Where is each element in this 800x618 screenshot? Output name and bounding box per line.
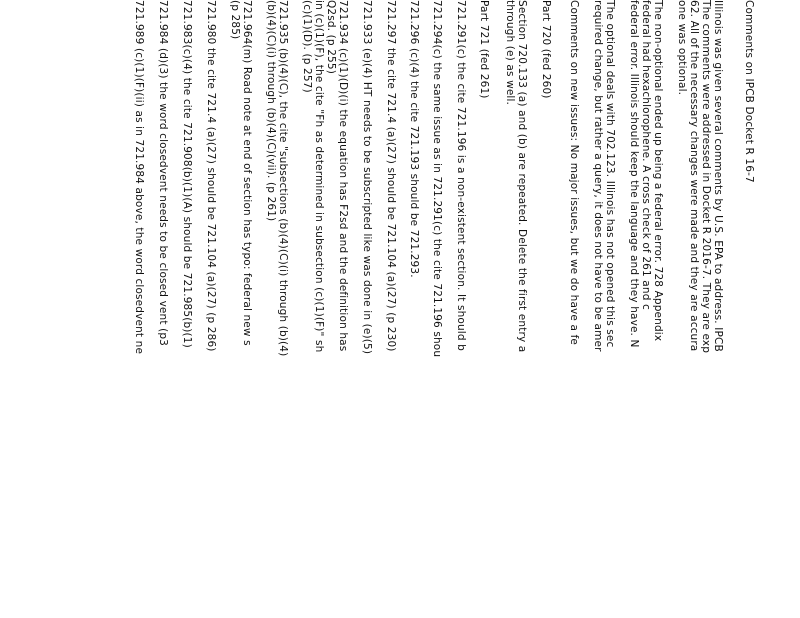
text-line: 721.294(c) the same issue as in 721.291(c) the cite 721.196 shou bbox=[431, 0, 443, 358]
text-line: 721.935 (b)(4)(C), the cite "subsections (b)(4)(C)(i) through (b)(4) bbox=[277, 0, 289, 357]
text-line: Comments on new issues: No major issues, but we do have a fe bbox=[568, 0, 580, 346]
text-line: The optional deals with 702.123. Illinois has not opened this sec bbox=[604, 0, 616, 348]
text-line: 721.934 (c)(1)(D)(i) the equation has F2sd and the definition has bbox=[337, 0, 349, 352]
text-line: federal error. Illinois should keep the language and they have. N bbox=[628, 0, 640, 348]
text-line: 721.291(c) the cite 721.196 is a non-existent section. It should b bbox=[455, 0, 467, 351]
text-line: (b)(4)(C)(i) through (b)(4)(C)(vii). (p 261) bbox=[265, 0, 277, 222]
text-line: 62. All of the necessary changes were made and they are accura bbox=[688, 0, 700, 352]
text-line: Illinois was given several comments by U.S. EPA to address. IPCB bbox=[712, 0, 724, 352]
text-line: 721.297 the cite 721.4 (a)(27) should be 721.104 (a)(27) (p 230) bbox=[385, 0, 397, 352]
text-line: 721.984 (d)(3) the word closedvent needs to be closed vent (p3 bbox=[157, 0, 169, 346]
text-line: 721.933 (e)(4) HT needs to be subscripted like was done in (e)(5) bbox=[361, 0, 373, 355]
text-line: (c)(1)(D). (p 257) bbox=[301, 0, 313, 93]
text-line: The comments were addressed in Docket R 2016-7. They are exp bbox=[700, 0, 712, 354]
text-line: one was optional. bbox=[676, 0, 688, 96]
text-line: 721.983(c)(4) the cite 721.908(b)(1)(A) should be 721.985(b)(1) bbox=[181, 0, 193, 348]
text-line: through (e) as well. bbox=[504, 0, 516, 106]
text-line: 721.964(m) Road note at end of section has typo: federal new s bbox=[241, 0, 253, 346]
text-line: federal had hexachlorophene. A cross check of 261 and c bbox=[640, 0, 652, 310]
section-heading: Part 720 (fed 260) bbox=[540, 0, 552, 99]
text-line: The non-optional ended up being a federal error. 728 Appendix bbox=[652, 0, 664, 342]
text-line: in (c)(1)(F), the cite "Fh as determined in subsection (c)(1)(F)" sh bbox=[313, 0, 325, 353]
text-line: Q2sd. (p 255) bbox=[325, 0, 337, 74]
text-line: required change, but rather a query, it does not have to be amer bbox=[592, 0, 604, 352]
text-line: 721.980 the cite 721.4 (a)(27) should be 721.104 (a)(27) (p 286) bbox=[205, 0, 217, 352]
section-heading: Part 721 (fed 261) bbox=[478, 0, 490, 99]
text-line: (p 285) bbox=[229, 0, 241, 40]
text-line: 721.989 (c)(1)(F)(ii) as in 721.984 above, the word closedvent ne bbox=[133, 0, 145, 355]
document-title: Comments on IPCB Docket R 16-7 bbox=[743, 0, 755, 183]
text-line: 721.296 (c)(4) the cite 721.193 should be 721.293. bbox=[408, 0, 420, 278]
text-line: Section 720.133 (a) and (b) are repeated. Delete the first entry a bbox=[516, 0, 528, 353]
